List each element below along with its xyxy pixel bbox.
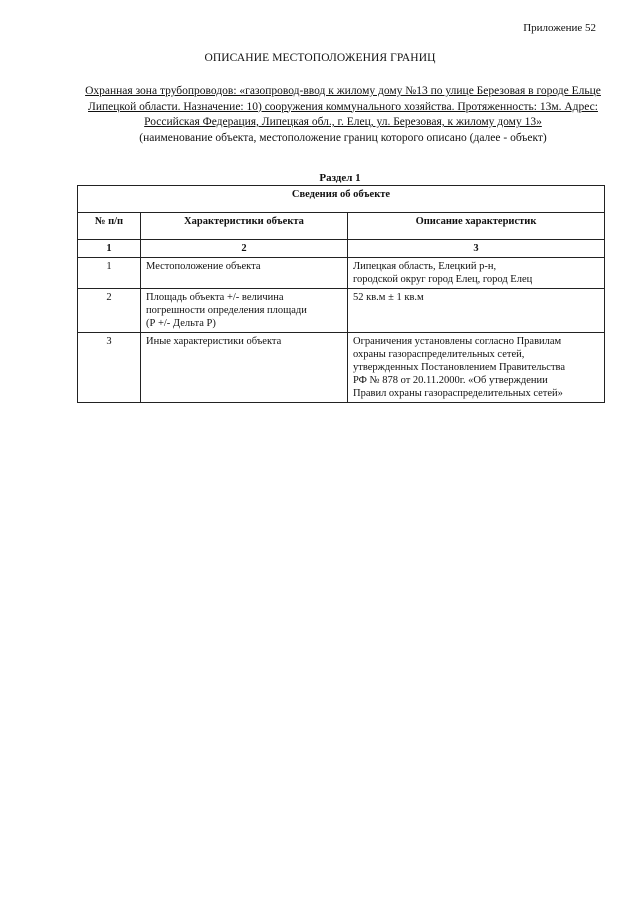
table-row bbox=[78, 333, 605, 403]
object-description bbox=[78, 84, 608, 146]
row-description: 52 кв.м ± 1 кв.м bbox=[348, 289, 605, 333]
table-header-row bbox=[78, 213, 605, 240]
description-line: РФ № 878 от 20.11.2000г. «Об утверждении bbox=[353, 375, 548, 386]
description-line: Липецкая область, Елецкий р-н, bbox=[353, 261, 497, 272]
object-info-table bbox=[77, 185, 605, 403]
column-number-row bbox=[78, 240, 605, 258]
characteristic-line: погрешности определения площади bbox=[146, 305, 307, 316]
description-line: утвержденных Постановлением Правительства bbox=[353, 362, 566, 373]
characteristic-line: (Р +/- Дельта Р) bbox=[146, 318, 216, 329]
column-index-2: 2 bbox=[141, 240, 348, 258]
row-number: 2 bbox=[78, 289, 141, 333]
row-characteristic: Иные характеристики объекта bbox=[141, 333, 348, 403]
description-line: городской округ город Елец, город Елец bbox=[353, 274, 533, 285]
column-index-1: 1 bbox=[78, 240, 141, 258]
column-header-characteristic: Характеристики объекта bbox=[141, 213, 348, 240]
document-title: ОПИСАНИЕ МЕСТОПОЛОЖЕНИЯ ГРАНИЦ bbox=[204, 52, 436, 64]
column-index-3: 3 bbox=[348, 240, 605, 258]
appendix-label: Приложение 52 bbox=[523, 22, 596, 34]
row-description bbox=[348, 333, 605, 403]
object-name-part1: Охранная зона трубопроводов: «газопровод-ввод к жилому дому №13 по улице Березовая в городе Ельце Липецкой области. Назначение: 10) сооружения коммунального хозяйства. Протяженность: 13м. Адрес: bbox=[85, 85, 601, 113]
row-number: 3 bbox=[78, 333, 141, 403]
row-characteristic bbox=[141, 289, 348, 333]
table-row bbox=[78, 289, 605, 333]
table-row bbox=[78, 258, 605, 289]
row-description bbox=[348, 258, 605, 289]
description-line: охраны газораспределительных сетей, bbox=[353, 349, 525, 360]
table-caption-row bbox=[78, 186, 605, 213]
object-note: (наименование объекта, местоположение границ которого описано (далее - объект) bbox=[139, 131, 547, 144]
characteristic-line: Площадь объекта +/- величина bbox=[146, 292, 284, 303]
row-number: 1 bbox=[78, 258, 141, 289]
table-caption: Сведения об объекте bbox=[78, 186, 605, 213]
description-line: Правил охраны газораспределительных сетей» bbox=[353, 388, 563, 399]
column-header-number: № п/п bbox=[78, 213, 141, 240]
section-title: Раздел 1 bbox=[319, 172, 361, 184]
description-line: Ограничения установлены согласно Правилам bbox=[353, 336, 562, 347]
row-characteristic: Местоположение объекта bbox=[141, 258, 348, 289]
object-address: Российская Федерация, Липецкая обл., г. Елец, ул. Березовая, к жилому дому 13» bbox=[144, 116, 542, 128]
column-header-description: Описание характеристик bbox=[348, 213, 605, 240]
